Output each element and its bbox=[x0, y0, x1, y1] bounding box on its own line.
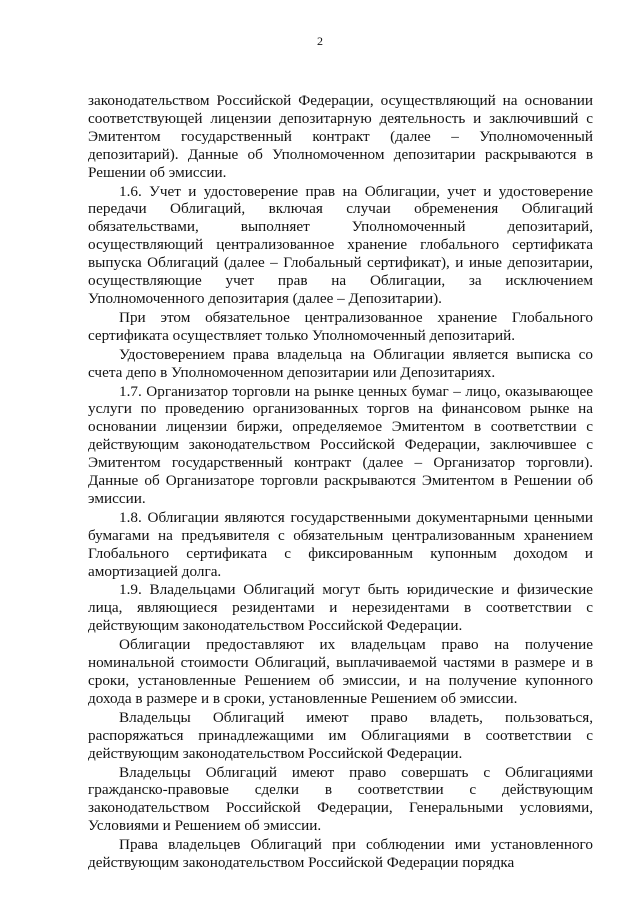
paragraph-1-7: 1.7. Организатор торговли на рынке ценных бумаг – лицо, оказывающее услуги по проведению организованных торгов на финансовом рынке на основании лицензии биржи, определяемое Эмитентом в соответствии с действующим законодательством Российской Федерации, заключившее с Эмитентом государственный контракт (далее – Организатор торговли). Данные об Организаторе торговли раскрываются Эмитентом в Решении об эмиссии. bbox=[88, 382, 593, 507]
paragraph-1-8: 1.8. Облигации являются государственными документарными ценными бумагами на предъявителя с обязательным централизованным хранением Глобального сертификата с фиксированным купонным доходом и амортизацией долга. bbox=[88, 508, 593, 580]
paragraph-possession-rights: Владельцы Облигаций имеют право владеть, пользоваться, распоряжаться принадлежащими им Облигациями в соответствии с действующим законодательством Российской Федерации. bbox=[88, 708, 593, 762]
paragraph-owner-rights: Облигации предоставляют их владельцам право на получение номинальной стоимости Облигаций, выплачиваемой частями в размере и в сроки, установленные Решением об эмиссии, и на получение купонного дохода в размере и в сроки, установленные Решением об эмиссии. bbox=[88, 636, 593, 707]
paragraph-rights-procedure: Права владельцев Облигаций при соблюдении ими установленного действующим законодательством Российской Федерации порядка bbox=[88, 836, 593, 872]
document-body bbox=[88, 92, 593, 872]
paragraph-continuation: законодательством Российской Федерации, осуществляющий на основании соответствующей лицензии депозитарную деятельность и заключивший с Эмитентом государственный контракт (далее – Уполномоченный депозитарий). Данные об Уполномоченном депозитарии раскрываются в Решении об эмиссии. bbox=[88, 92, 593, 181]
paragraph-1-6: 1.6. Учет и удостоверение прав на Облигации, учет и удостоверение передачи Облигаций, включая случаи обременения Облигаций обязательствами, выполняет Уполномоченный депозитарий, осуществляющий централизованное хранение глобального сертификата выпуска Облигаций (далее – Глобальный сертификат), и иные депозитарии, осуществляющие учет прав на Облигации, за исключением Уполномоченного депозитария (далее – Депозитарии). bbox=[88, 182, 593, 307]
paragraph-central-storage: При этом обязательное централизованное хранение Глобального сертификата осуществляет только Уполномоченный депозитарий. bbox=[88, 308, 593, 344]
paragraph-ownership-proof: Удостоверением права владельца на Облигации является выписка со счета депо в Уполномоченном депозитарии или Депозитариях. bbox=[88, 345, 593, 381]
paragraph-transactions: Владельцы Облигаций имеют право совершать с Облигациями гражданско-правовые сделки в соответствии с действующим законодательством Российской Федерации, Генеральными условиями, Условиями и Решением об эмиссии. bbox=[88, 763, 593, 835]
page-number: 2 bbox=[317, 34, 323, 48]
paragraph-1-9: 1.9. Владельцами Облигаций могут быть юридические и физические лица, являющиеся резидентами и нерезидентами в соответствии с действующим законодательством Российской Федерации. bbox=[88, 581, 593, 635]
